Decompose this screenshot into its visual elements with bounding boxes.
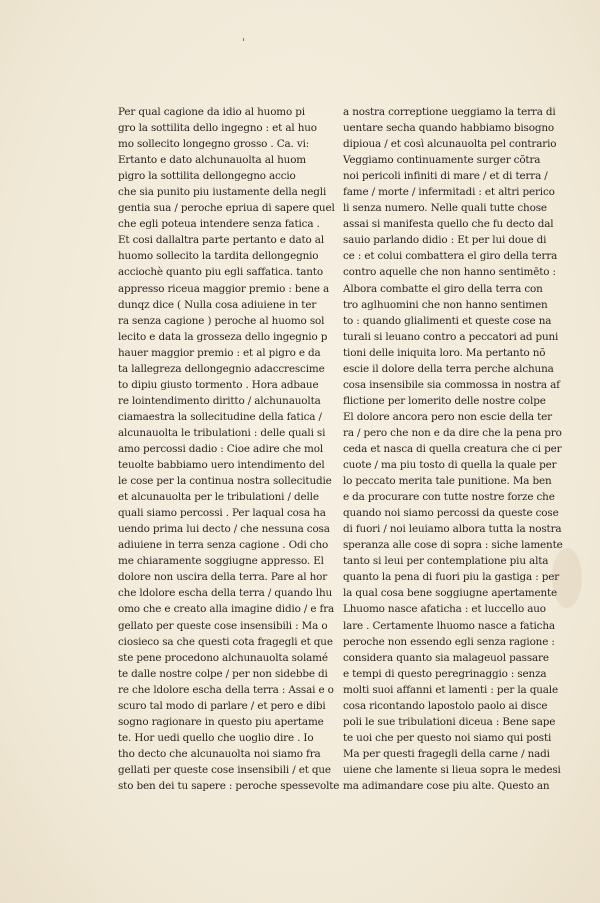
text-line: Lhuomo nasce afaticha : et luccello auo <box>343 603 546 616</box>
text-line: dipioua / et così alcunauolta pel contrario <box>343 138 557 151</box>
text-line: ciosieco sa che questi cota fragegli et que <box>118 635 333 648</box>
right-text-column <box>343 104 573 794</box>
text-line: che egli poteua intendere senza fatica . <box>118 218 320 231</box>
text-line: cuote / ma piu tosto di quella la quale per <box>343 459 557 472</box>
text-line: te uoi che per questo noi siamo qui posti <box>343 731 552 744</box>
text-line: hauer maggior premio : et al pigro e da <box>118 346 321 359</box>
text-line: Ma per questi fragegli della carne / nadi <box>343 747 550 760</box>
text-line: amo percossi dadio : Cioe adire che mol <box>118 442 324 455</box>
text-line: ta lallegreza dellongegnio adaccrescime <box>118 362 325 375</box>
text-line: dunqz dice ( Nulla cosa adiuiene in ter <box>118 298 317 311</box>
text-line: fame / morte / infermitadi : et altri perico <box>343 186 555 199</box>
text-line: dolore non uscira della terra. Pare al hor <box>118 571 328 584</box>
text-line: uiene che lamente si lieua sopra le medesi <box>343 763 561 776</box>
text-line: di fuori / noi leuiamo albora tutta la nostra <box>343 523 562 536</box>
text-line: molti suoi affanni et lamenti : per la quale <box>343 683 558 696</box>
text-line: assai si manifesta quello che fu decto dal <box>343 218 554 231</box>
text-line: omo che e creato alla imagine didio / e fra <box>118 603 335 616</box>
text-line: Veggiamo continuamente surger cõtra <box>343 154 541 167</box>
text-line: tanto si leui per contemplatione piu alta <box>343 555 549 568</box>
text-line: adiuiene in terra senza cagione . Odi cho <box>118 539 329 552</box>
text-line: considera quanto sia malageuol passare <box>343 651 549 664</box>
text-line: e tempi di questo peregrinaggio : senza <box>343 667 547 680</box>
text-line: re che ldolore escha della terra : Assai e o <box>118 683 334 696</box>
text-line: Albora combatte el giro della terra con <box>343 282 543 295</box>
text-line: quanto la pena di fuori piu la gastiga : per <box>343 571 560 584</box>
text-line: ciamaestra la sollecitudine della fatica / <box>118 410 322 423</box>
text-line: contro aquelle che non hanno sentimēto : <box>343 266 556 279</box>
text-line: peroche non essendo egli senza ragione : <box>343 635 555 648</box>
text-line: to dipiu giusto tormento . Hora adbaue <box>118 378 319 391</box>
text-line: quando noi siamo percossi da queste cose <box>343 507 559 520</box>
text-line: tho decto che alcunauolta noi siamo fra <box>118 747 321 760</box>
text-line: escie il dolore della terra perche alchuna <box>343 362 554 375</box>
text-line: gellati per queste cose insensibili / et que <box>118 763 331 776</box>
text-line: li senza numero. Nelle quali tutte chose <box>343 202 547 215</box>
text-line: flictione per lomerito delle nostre colpe <box>343 394 546 407</box>
text-line: che sia punito piu iustamente della negli <box>118 186 327 199</box>
text-line: le cose per la continua nostra sollecitudie <box>118 475 332 488</box>
text-line: sto ben dei tu sapere : peroche spessevolte <box>118 779 340 792</box>
text-line: cosa insensibile sia commossa in nostra af <box>343 378 560 391</box>
text-line: lare . Certamente lhuomo nasce a faticha <box>343 619 555 632</box>
text-line: scuro tal modo di parlare / et pero e dibi <box>118 699 326 712</box>
text-line: Per qual cagione da idio al huomo pi <box>118 106 305 118</box>
text-line: ra / pero che non e da dire che la pena pro <box>343 426 562 439</box>
text-line: sauio parlando didio : Et per lui doue di <box>343 234 547 247</box>
text-line: turali si leuano contro a peccatori ad puni <box>343 330 559 343</box>
text-line: cosa ricontando lapostolo paolo ai disce <box>343 699 548 712</box>
text-line: tioni delle iniquita loro. Ma pertanto nõ <box>343 346 546 359</box>
text-line: che ldolore escha della terra / quando lhu <box>118 587 333 600</box>
text-line: gellato per queste cose insensibili : Ma o <box>118 619 328 632</box>
text-line: El dolore ancora pero non escie della ter <box>343 410 552 423</box>
text-line: ceda et nasca di quella creatura che ci per <box>343 442 562 455</box>
text-line: appresso riceua maggior premio : bene a <box>118 282 330 295</box>
text-line: mo sollecito longegno grosso . Ca. vi: <box>118 138 310 151</box>
text-line: noi pericoli infiniti di mare / et di terra / <box>343 170 548 183</box>
text-line: ra senza cagione ) peroche al huomo sol <box>118 314 325 327</box>
text-line: me chiaramente soggiugne appresso. El <box>118 555 324 568</box>
text-line: te dalle nostre colpe / per non sidebbe di <box>118 667 328 680</box>
text-line: sogno ragionare in questo piu apertame <box>118 715 324 728</box>
text-line: ste pene procedono alchunauolta solamé <box>118 651 328 664</box>
text-line: e da procurare con tutte nostre forze che <box>343 491 555 504</box>
text-line: poli le sue tribulationi diceua : Bene sape <box>343 715 556 728</box>
text-line: pigro la sottilita dellongegno accio <box>118 170 296 183</box>
text-line: speranza alle cose di sopra : siche lamente <box>343 539 563 552</box>
text-line: ma adimandare cose piu alte. Questo an <box>343 779 550 792</box>
text-line: gro la sottilita dello ingegno : et al huo <box>118 122 317 135</box>
text-line: alcunauolta le tribulationi : delle quali si <box>118 426 326 439</box>
text-line: la qual cosa bene soggiugne apertamente <box>343 587 558 600</box>
text-line: uentare secha quando habbiamo bisogno <box>343 122 554 135</box>
text-line: ce : et colui combattera el giro della terra <box>343 250 558 263</box>
text-line: Ertanto e dato alchunauolta al huom <box>118 154 306 167</box>
text-line: te. Hor uedi quello che uoglio dire . Io <box>118 731 314 744</box>
text-line: quali siamo percossi . Per laqual cosa ha <box>118 507 326 520</box>
text-line: lecito e data la grosseza dello ingegnio p <box>118 330 328 343</box>
text-line: et alcunauolta per le tribulationi / delle <box>118 491 319 504</box>
text-line: tro aglhuomini che non hanno sentimen <box>343 298 548 311</box>
page-mark: ' <box>242 36 246 49</box>
text-line: to : quando glialimenti et queste cose na <box>343 314 552 327</box>
text-line: teuolte babbiamo uero intendimento del <box>118 459 325 472</box>
left-text-column <box>118 104 340 794</box>
text-line: Et cosi dallaltra parte pertanto e dato al <box>118 234 325 247</box>
text-line: gentia sua / peroche epriua di sapere quel <box>118 202 335 215</box>
text-line: uendo prima lui decto / che nessuna cosa <box>118 523 330 536</box>
text-line: acciochè quanto piu egli saffatica. tanto <box>118 266 323 279</box>
text-line: huomo sollecito la tardita dellongegnio <box>118 250 319 263</box>
text-line: a nostra correptione ueggiamo la terra di <box>343 106 556 118</box>
text-line: re lointendimento diritto / alchunauolta <box>118 394 321 407</box>
text-line: lo peccato merita tale punitione. Ma ben <box>343 475 552 488</box>
